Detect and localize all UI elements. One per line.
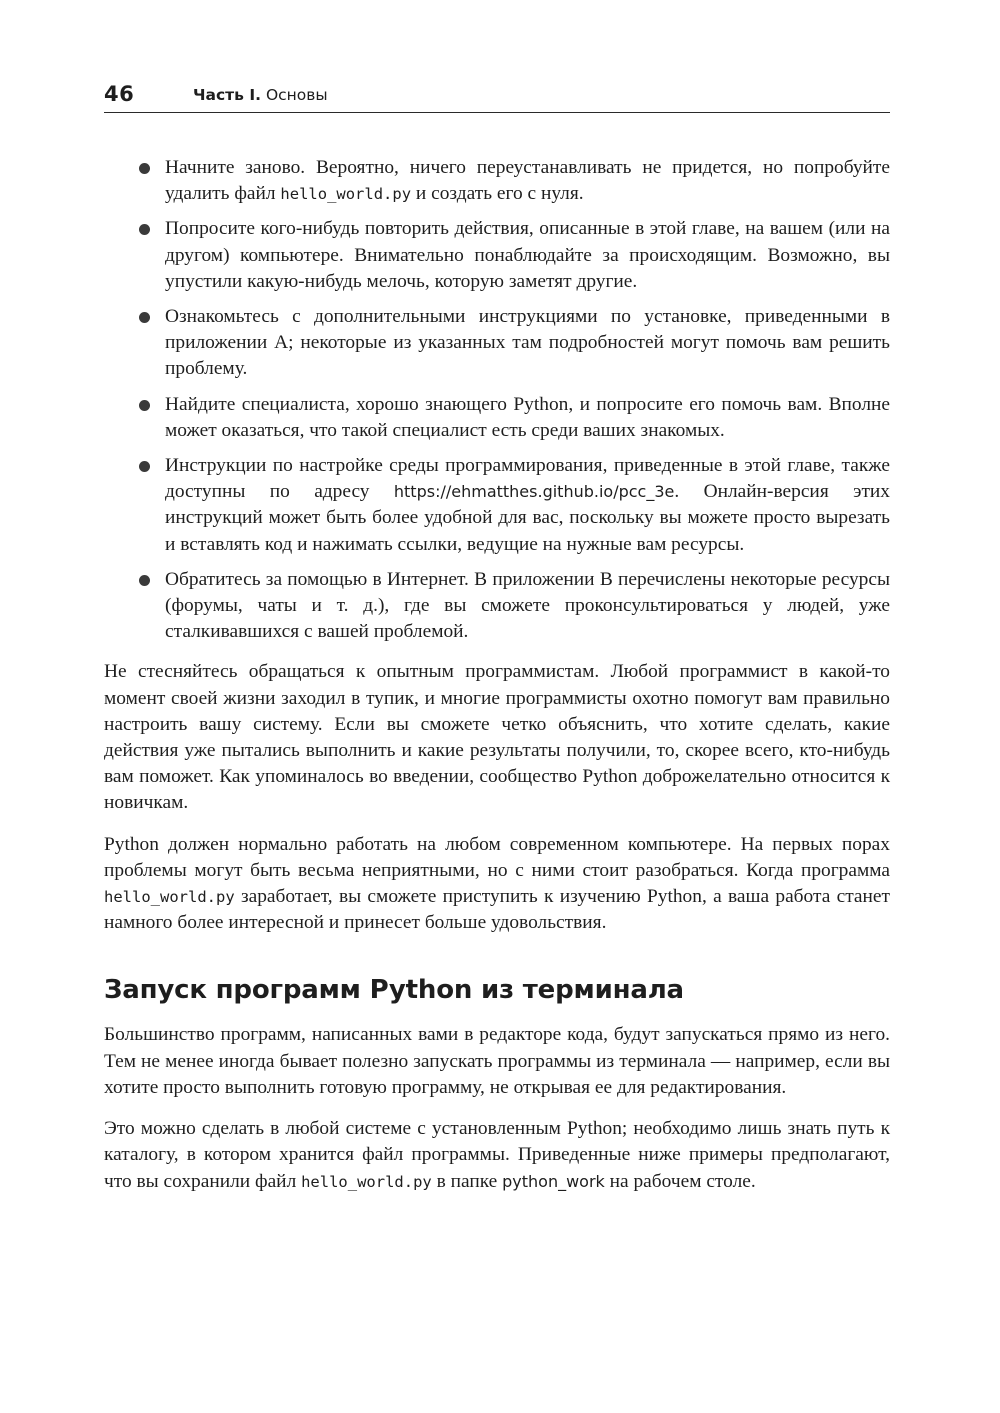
bullet-icon bbox=[139, 575, 150, 586]
bullet-icon bbox=[139, 461, 150, 472]
list-item bbox=[104, 453, 890, 558]
text-run: Попросите кого-нибудь повторить действия, описанные в этой главе, на вашем (или на другом) компьютере. Внимательно понаблюдайте за происходящим. Возможно, вы упустили какую-нибудь мелочь, которую заметят другие. bbox=[165, 218, 890, 292]
part-label: Часть I. bbox=[193, 86, 262, 104]
list-item bbox=[104, 304, 890, 383]
text-run: Начните заново. Вероятно, ничего переустанавливать не придется, но попробуйте удалить файл bbox=[165, 157, 890, 205]
list-item-text bbox=[165, 569, 890, 642]
text-run: . Онлайн-версия этих инструкций может быть более удобной для вас, поскольку вы можете просто вырезать и вставлять код и нажимать ссылки, ведущие на нужные вам ресурсы. bbox=[165, 481, 890, 555]
list-item-text bbox=[165, 157, 890, 204]
text-run: на рабочем столе. bbox=[604, 1170, 756, 1192]
text-run: Ознакомьтесь с дополнительными инструкциями по установке, приведенными в приложении А; некоторые из указанных там подробностей могут помочь вам решить проблему. bbox=[165, 306, 890, 380]
page-number: 46 bbox=[104, 82, 135, 106]
list-item bbox=[104, 392, 890, 444]
list-item-text bbox=[165, 394, 890, 441]
inline-code: hello_world.py bbox=[301, 1172, 432, 1191]
text-run: Не стесняйтесь обращаться к опытным программистам. Любой программист в какой-то момент своей жизни заходил в тупик, и многие программисты охотно помогут вам правильно настроить вашу систему. Если вы сможете четко объяснить, что хотите сделать, какие действия уже пытались выполнить и какие результаты получили, то, скорее всего, кто-нибудь вам поможет. Как упоминалось во введении, сообщество Python доброжелательно относится к новичкам. bbox=[104, 661, 890, 814]
list-item bbox=[104, 216, 890, 295]
inline-path: python_work bbox=[502, 1171, 605, 1191]
list-item bbox=[104, 155, 890, 207]
text-run: Python должен нормально работать на любом современном компьютере. На первых порах проблемы могут быть весьма неприятными, но с ними стоит разобраться. Когда программа bbox=[104, 833, 890, 881]
running-head bbox=[193, 86, 328, 104]
text-run: Инструкции по настройке среды программирования, приведенные в этой главе, также доступны по адресу bbox=[165, 455, 890, 503]
text-run: и создать его с нуля. bbox=[411, 183, 584, 205]
text-run: заработает, вы сможете приступить к изучению Python, а ваша работа станет намного более интересной и принесет больше удовольствия. bbox=[104, 886, 890, 934]
running-header bbox=[104, 82, 890, 113]
chapter-label: Основы bbox=[265, 86, 328, 104]
page-body bbox=[104, 155, 890, 1210]
section-heading: Запуск программ Python из терминала bbox=[104, 975, 684, 1006]
bullet-icon bbox=[139, 312, 150, 323]
troubleshooting-list bbox=[104, 155, 890, 645]
text-run: Найдите специалиста, хорошо знающего Python, и попросите его помочь вам. Вполне может оказаться, что такой специалист есть среди ваших знакомых. bbox=[165, 393, 890, 441]
inline-code: hello_world.py bbox=[104, 888, 235, 907]
body-paragraph bbox=[104, 832, 890, 937]
text-run: Обратитесь за помощью в Интернет. В приложении В перечислены некоторые ресурсы (форумы, чаты и т. д.), где вы сможете проконсультироваться у людей, уже сталкивавшихся с вашей проблемой. bbox=[165, 568, 890, 643]
inline-path: https://ehmatthes.github.io/pcc_3e bbox=[393, 482, 675, 502]
body-paragraph bbox=[104, 1116, 890, 1195]
list-item-text bbox=[165, 306, 890, 379]
text-run: в папке bbox=[431, 1170, 503, 1192]
bullet-icon bbox=[139, 400, 150, 411]
list-item bbox=[104, 567, 890, 646]
body-paragraph bbox=[104, 659, 890, 816]
text-run: Это можно сделать в любой системе с установленным Python; необходимо лишь знать путь к каталогу, в котором хранится файл программы. Приведенные ниже примеры предполагают, что вы сохранили файл bbox=[104, 1118, 890, 1192]
text-run: Большинство программ, написанных вами в редакторе кода, будут запускаться прямо из него. Тем не менее иногда бывает полезно запускать программы из терминала — например, если вы хотите просто выполнить готовую программу, не открывая ее для редактирования. bbox=[104, 1024, 890, 1098]
bullet-icon bbox=[139, 224, 150, 235]
bullet-icon bbox=[139, 163, 150, 174]
body-paragraph bbox=[104, 1022, 890, 1101]
list-item-text bbox=[165, 218, 890, 291]
list-item-text bbox=[165, 455, 890, 555]
inline-code: hello_world.py bbox=[280, 185, 412, 204]
